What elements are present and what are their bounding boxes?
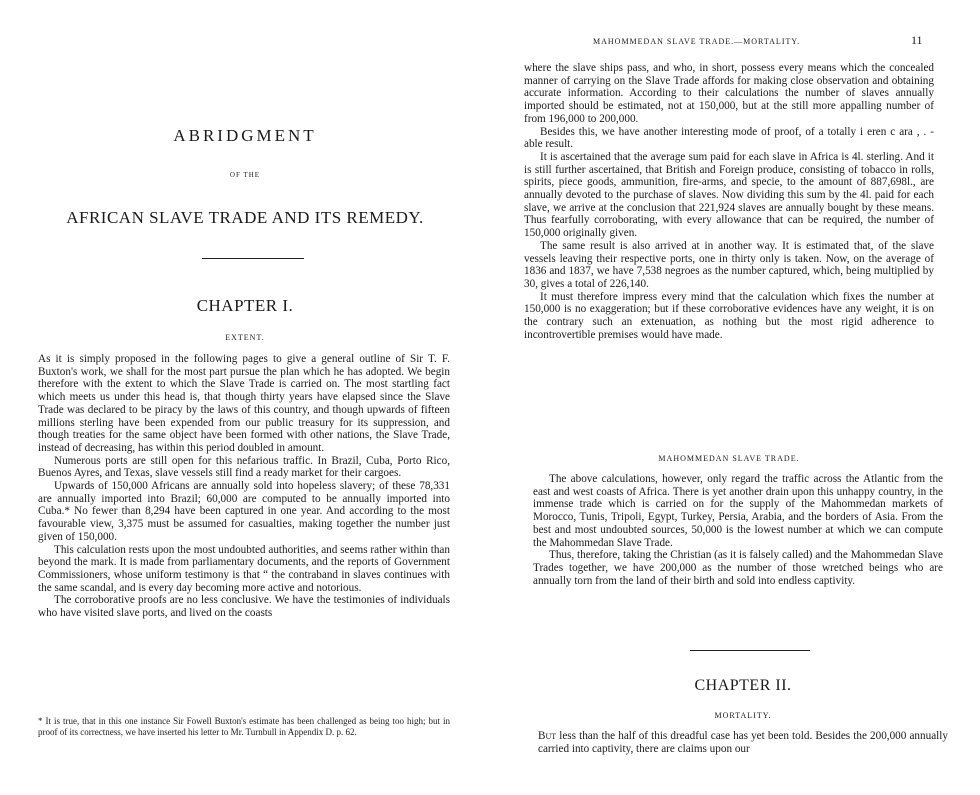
paragraph: [538, 730, 948, 755]
paragraph: The corroborative proofs are no less conclusive. We have the testimonies of individuals who have visited slave ports, and lived on the coasts: [38, 594, 450, 620]
section-body-text: [533, 473, 943, 587]
paragraph: Besides this, we have another interesting mode of proof, of a totally i eren c ara , . - able result.: [524, 125, 934, 151]
paragraph-text: less than the half of this dreadful case has yet been told. Besides the 200,000 annually carried into captivity, there are claims upon our: [538, 730, 948, 755]
chapter-one-heading: CHAPTER I.: [196, 296, 294, 315]
running-head: MAHOMMEDAN SLAVE TRADE.—MORTALITY.: [593, 37, 801, 46]
chapter-one-section: EXTENT.: [225, 333, 265, 342]
section-heading: MAHOMMEDAN SLAVE TRADE.: [658, 454, 800, 463]
paragraph: This calculation rests upon the most undoubted authorities, and seems rather within than beyond the mark. It is made from parliamentary documents, and the reports of Government Commissioners, whose uniform testimony is that “ the contraband in slaves continues with the same scandal, and is every day becoming more active and notorious.: [38, 543, 450, 594]
book-title: ABRIDGMENT: [173, 126, 317, 145]
chapter-two-body-text: [538, 730, 948, 755]
book-title-of: OF THE: [229, 171, 261, 179]
lead-word: But: [538, 730, 557, 742]
chapter-two-section: MORTALITY.: [714, 711, 772, 720]
paragraph: It must therefore impress every mind that the calculation which fixes the number at 150,000 is no exaggeration; but if these corroborative evidences have any weight, it is on the contrary such an extenuation, as nothing but the most rigid adherence to incontrovertible premises would have made.: [524, 290, 934, 341]
paragraph: As it is simply proposed in the following pages to give a general outline of Sir T. F. Buxton's work, we shall for the most part pursue the plan which he has adopted. We begin therefore with the extent to which the Slave Trade is carried on. The most startling fact which meets us under this head is, that though thirty years have elapsed since the Slave Trade was declared to be piracy by the laws of this country, and though upwards of fifteen millions sterling have been expended from our public treasury for its suppression, and though treaties for the same object have been formed with other nations, the Slave Trade, instead of decreasing, has within this period doubled in amount.: [38, 353, 450, 454]
paragraph: The above calculations, however, only regard the traffic across the Atlantic from the east and west coasts of Africa. There is yet another drain upon this unhappy country, in the immense trade which is carried on for the supply of the Mahommedan markets of Morocco, Tunis, Tripoli, Egypt, Turkey, Persia, Arabia, and the borders of Asia. From the best and most undoubted sources, 50,000 is the lowest number at which we can compute the Mahommedan Slave Trade.: [533, 473, 943, 549]
left-body-text: [38, 353, 450, 620]
right-body-text: [524, 62, 934, 341]
paragraph: where the slave ships pass, and who, in short, possess every means which the concealed manner of carrying on the Slave Trade affords for making close observation and obtaining accurate information. According to their calculations the number of slaves annually imported should be estimated, not at 150,000, but at the still more appalling number of from 196,000 to 200,000.: [524, 62, 934, 125]
chapter-divider: [690, 650, 810, 651]
paragraph: Upwards of 150,000 Africans are annually sold into hopeless slavery; of these 78,331 are annually imported into Brazil; 60,000 are computed to be annually imported into Cuba.* No fewer than 8,294 have been captured in one year. And according to the most favourable view, 3,375 must be assumed for casualties, making together the number just given of 150,000.: [38, 480, 450, 543]
paragraph: Numerous ports are still open for this nefarious traffic. In Brazil, Cuba, Porto Rico, Buenos Ayres, and Texas, slave vessels still find a ready market for their cargoes.: [38, 454, 450, 480]
chapter-two-heading: CHAPTER II.: [694, 677, 792, 694]
page-number: 11: [911, 33, 923, 47]
paragraph: It is ascertained that the average sum paid for each slave in Africa is 4l. sterling. And it is still further ascertained, that British and Foreign produce, consisting of tobacco in rolls, spirits, piece goods, ammunition, fire-arms, and specie, to the amount of 887,698l., are annually devoted to the purchase of slaves. Now dividing this sum by the 4l. paid for each slave, we arrive at the conclusion that 221,924 slaves are annually bought by these means. Thus fearfully corroborating, with every allowance that can be required, the number of 150,000 originally given.: [524, 150, 934, 240]
paragraph: Thus, therefore, taking the Christian (as it is falsely called) and the Mahommedan Slave Trades together, we have 200,000 as the number of those wretched beings who are annually torn from the land of their birth and sold into endless captivity.: [533, 549, 943, 587]
title-divider: [202, 258, 304, 259]
paragraph: The same result is also arrived at in another way. It is estimated that, of the slave vessels leaving their respective ports, one in thirty only is taken. Now, on the average of 1836 and 1837, we have 7,538 negroes as the number captured, which, being multiplied by 30, gives a total of 226,140.: [524, 239, 934, 290]
book-subtitle: AFRICAN SLAVE TRADE AND ITS REMEDY.: [66, 208, 424, 227]
footnote: * It is true, that in this one instance Sir Fowell Buxton's estimate has been challenged as being too high; but in proof of its correctness, we have inserted his letter to Mr. Turnbull in Appendix D. p. 62.: [38, 716, 450, 737]
